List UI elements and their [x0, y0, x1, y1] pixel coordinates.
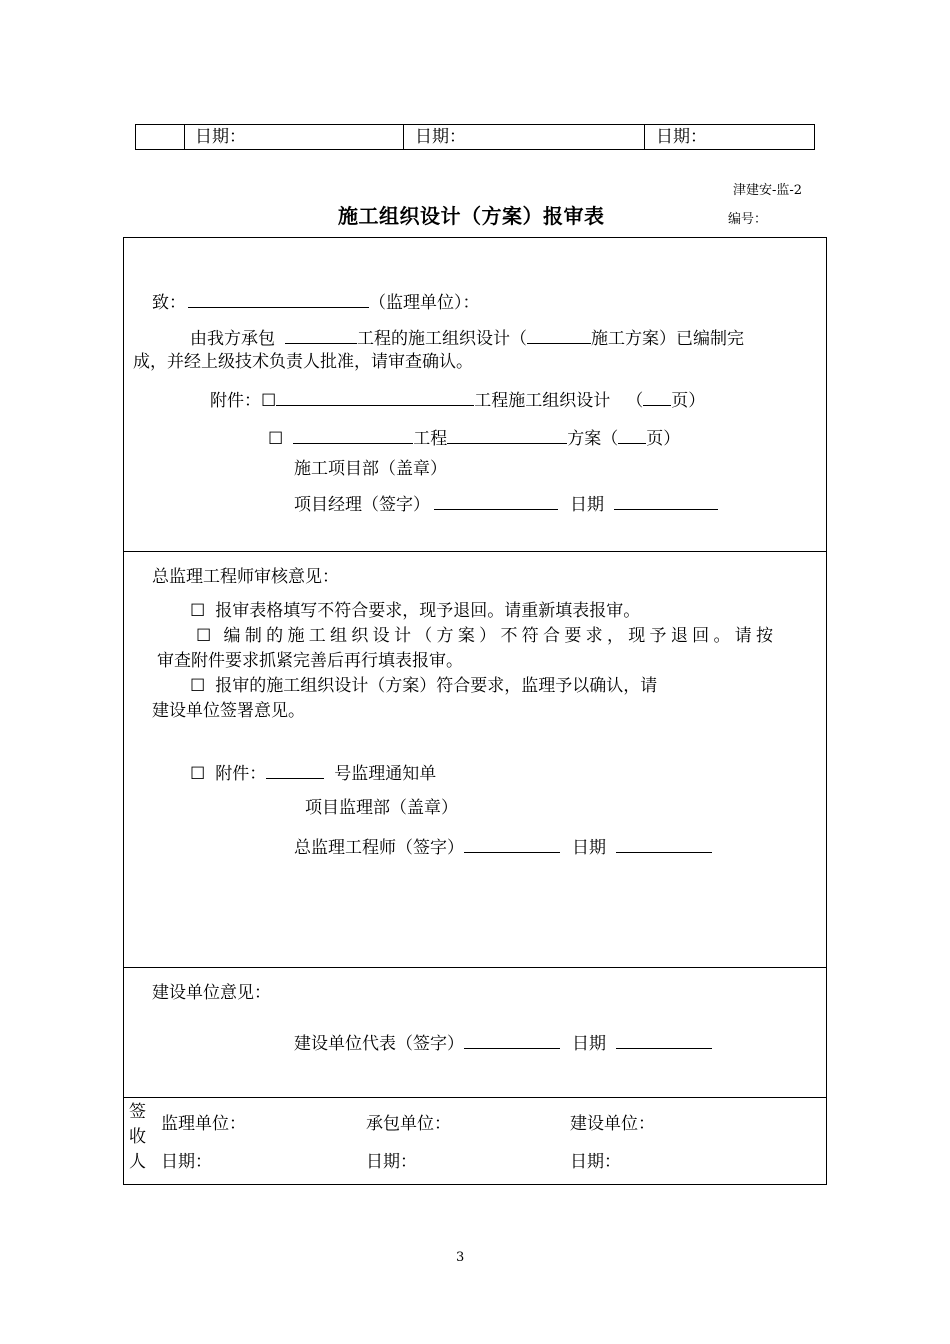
section-divider [124, 1097, 826, 1098]
chief-signature-blank[interactable] [464, 836, 560, 853]
top-date-table [135, 124, 815, 150]
review-heading: 总监理工程师审核意见： [152, 567, 339, 587]
receipt-label-char: 签 [129, 1102, 146, 1122]
number-label: 编号： [728, 212, 768, 227]
option-checkbox[interactable]: ☐ [196, 626, 216, 646]
page-close: 页） [671, 391, 706, 411]
receipt-unit: 监理单位： [161, 1114, 246, 1134]
manager-sign-line [294, 493, 718, 515]
review-option-2 [196, 626, 777, 646]
receipt-date: 日期： [161, 1152, 212, 1172]
attachment-checkbox[interactable]: ☐ [261, 391, 277, 411]
top-date-cell: 日期： [415, 127, 466, 147]
receipt-date: 日期： [366, 1152, 417, 1172]
date-label: 日期 [570, 495, 604, 515]
notice-number-blank[interactable] [266, 762, 324, 779]
manager-signature-blank[interactable] [434, 493, 558, 510]
section-divider [124, 551, 826, 552]
top-date-cell: 日期： [195, 127, 246, 147]
signer-label: 总监理工程师（签字） [294, 838, 464, 858]
page-number: 3 [456, 1250, 465, 1265]
attachment-line-1 [210, 389, 705, 411]
attachment-text: 工程 [413, 429, 448, 449]
form-code: 津建安-监-2 [733, 183, 803, 198]
receipt-label-char: 收 [129, 1127, 146, 1147]
review-option-3 [190, 676, 657, 696]
plan-name-blank[interactable] [527, 327, 591, 344]
section-divider [124, 967, 826, 968]
supervisor-dept-seal: 项目监理部（盖章） [305, 798, 458, 818]
attachment-text: 工程施工组织设计 [474, 391, 611, 411]
option-text: 报审的施工组织设计（方案）符合要求，监理予以确认，请 [215, 676, 658, 696]
to-prefix: 致： [152, 293, 186, 313]
option-checkbox[interactable]: ☐ [190, 676, 206, 696]
option-text: 审查附件要求抓紧完善后再行填表报审。 [157, 651, 463, 671]
owner-heading: 建设单位意见： [152, 983, 271, 1003]
date-blank[interactable] [616, 1032, 712, 1049]
to-suffix: （监理单位）： [369, 293, 480, 313]
supervisor-unit-blank[interactable] [188, 291, 369, 308]
page-open: （ [626, 391, 644, 411]
top-date-cell: 日期： [656, 127, 707, 147]
receipt-unit: 承包单位： [366, 1114, 451, 1134]
notice-attachment-line [190, 762, 436, 784]
date-blank[interactable] [616, 836, 712, 853]
attachment-checkbox[interactable]: ☐ [268, 429, 284, 449]
attachment-project-blank[interactable] [293, 427, 413, 444]
page-count-blank[interactable] [618, 427, 646, 444]
page-count-blank[interactable] [643, 389, 671, 406]
option-text: 建设单位签署意见。 [152, 701, 305, 721]
attachment-checkbox[interactable]: ☐ [190, 764, 206, 784]
date-blank[interactable] [614, 493, 718, 510]
option-text: 编制的施工组织设计（方案）不符合要求，现予退回。请按 [223, 626, 778, 646]
receipt-label-char: 人 [129, 1152, 146, 1172]
date-label: 日期 [572, 838, 606, 858]
option-checkbox[interactable]: ☐ [190, 601, 206, 621]
project-name-blank[interactable] [285, 327, 357, 344]
owner-signature-blank[interactable] [464, 1032, 560, 1049]
statement-line-2: 成，并经上级技术负责人批准，请审查确认。 [133, 352, 473, 372]
owner-sign-line [294, 1032, 712, 1054]
page-title: 施工组织设计（方案）报审表 [338, 204, 605, 228]
receipt-unit: 建设单位： [570, 1114, 655, 1134]
attachment-line-2 [268, 427, 680, 449]
option-text: 报审表格填写不符合要求，现予退回。请重新填表报审。 [215, 601, 641, 621]
signer-label: 建设单位代表（签字） [294, 1034, 464, 1054]
attachment-label: 附件： [210, 391, 261, 411]
attachment-plan-blank[interactable] [447, 427, 567, 444]
statement-line-1 [190, 327, 744, 349]
attachment-project-blank[interactable] [276, 389, 474, 406]
attachment-text: 号监理通知单 [334, 764, 437, 784]
to-line [152, 291, 480, 313]
contractor-dept-seal: 施工项目部（盖章） [294, 459, 447, 479]
statement-part: 由我方承包 [190, 329, 275, 349]
attachment-label: 附件： [215, 764, 267, 784]
statement-part: 施工方案）已编制完 [591, 329, 744, 349]
date-label: 日期 [572, 1034, 606, 1054]
review-option-1 [190, 601, 640, 621]
page-close: 页） [646, 429, 681, 449]
chief-sign-line [294, 836, 712, 858]
statement-part: 工程的施工组织设计（ [357, 329, 527, 349]
manager-label: 项目经理（签字） [294, 495, 430, 515]
receipt-date: 日期： [570, 1152, 621, 1172]
attachment-text: 方案（ [567, 429, 619, 449]
